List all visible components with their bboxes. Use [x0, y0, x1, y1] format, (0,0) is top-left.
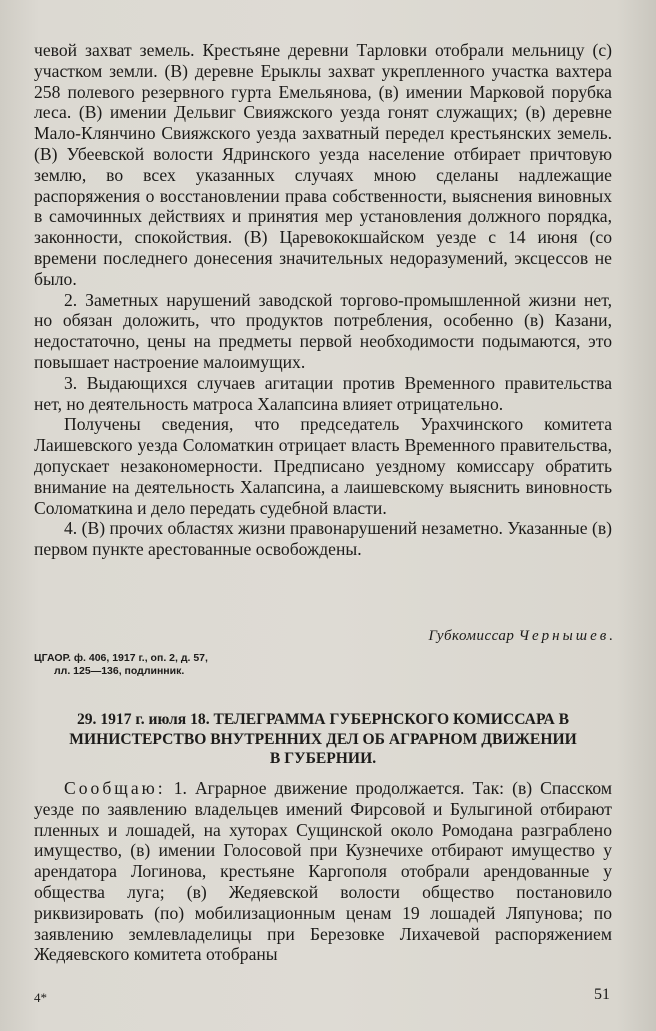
paragraph-5: 4. (В) прочих областях жизни правонарушений незаметно. Указанные (в) первом пункте арестованные освобождены.: [34, 518, 612, 560]
heading-line-1: 29. 1917 г. июля 18. ТЕЛЕГРАММА ГУБЕРНСКОГО КОМИССАРА В МИНИСТЕРСТВО ВНУТРЕННИХ ДЕЛ ОБ АГРАРНОМ ДВИЖЕНИИ: [69, 711, 577, 748]
report-body: [34, 40, 612, 560]
document-heading: [34, 710, 612, 769]
signature-mark: 4*: [34, 990, 47, 1005]
page-number: 51: [594, 986, 610, 1003]
telegram-text: 1. Аграрное движение продолжается. Так: (в) Спасском уезде по заявлению владельцев имений Фирсовой и Булыгиной отбирают пленных и лошадей, на хуторах Сущинской около Ромодана разграблено имущество, (в) имении Голосовой при Кузнечихе отбирают имущество у арендатора Логинова, крестьяне Каргополя отобрали арендованные у общества луга; (в) Жедяевской волости общество постановило риквизировать (по) мобилизационным ценам 19 лошадей Ляпунова; по заявлению землевладелицы при Березовке Лихачевой распоряжением Жедяевского комитета отобраны: [34, 778, 612, 965]
signature: [428, 628, 616, 645]
telegram-paragraph: [34, 778, 612, 965]
archive-line-1: ЦГАОР. ф. 406, 1917 г., оп. 2, д. 57,: [34, 652, 208, 664]
telegram-lead: Сообщаю:: [64, 778, 166, 798]
paragraph-1: чевой захват земель. Крестьяне деревни Тарловки отобрали мельницу (с) участком земли. (В) деревне Ерыклы захват укрепленного участка вахтера 258 полевого резервного гурта Емельянова, (в) имении Марковой порубка леса. (В) имении Дельвиг Свияжского уезда гонят служащих; (в) деревне Мало-Клянчино Свияжского уезда захватный передел крестьянских земель. (В) Убеевской волости Ядринского уезда население отбирает причтовую землю, во всех указанных случаях мною сделаны надлежащие распоряжения о восстановлении права собственности, выяснения виновных в самочинных действиях и принятия мер установления должного порядка, законности, спокойствия. (В) Царевококшайском уезде с 14 июня (со времени последнего донесения значительных недоразумений, эксцессов не было.: [34, 40, 612, 289]
paragraph-3: 3. Выдающихся случаев агитации против Временного правительства нет, но деятельность матроса Халапсина влияет отрицательно.: [34, 372, 612, 414]
signature-name: Чернышев.: [518, 628, 616, 644]
archive-reference: [34, 652, 208, 678]
paragraph-4: Получены сведения, что председатель Урахчинского комитета Лаишевского уезда Соломаткин отрицает власть Временного правительства, допускает незакономерности. Предписано уездному комиссару обратить внимание на деятельность Халапсина, а лаишевскому выяснить виновность Соломаткина и дело передать судебной власти.: [34, 414, 612, 518]
archive-line-2: лл. 125—136, подлинник.: [54, 665, 185, 677]
heading-line-2: В ГУБЕРНИИ.: [269, 750, 377, 767]
signature-title: Губкомиссар: [428, 628, 515, 644]
telegram-body: [34, 778, 612, 965]
paragraph-2: 2. Заметных нарушений заводской торгово-промышленной жизни нет, но обязан доложить, что продуктов потребления, особенно (в) Казани, недостаточно, цены на предметы первой необходимости подымаются, это повышает настроение малоимущих.: [34, 289, 612, 372]
